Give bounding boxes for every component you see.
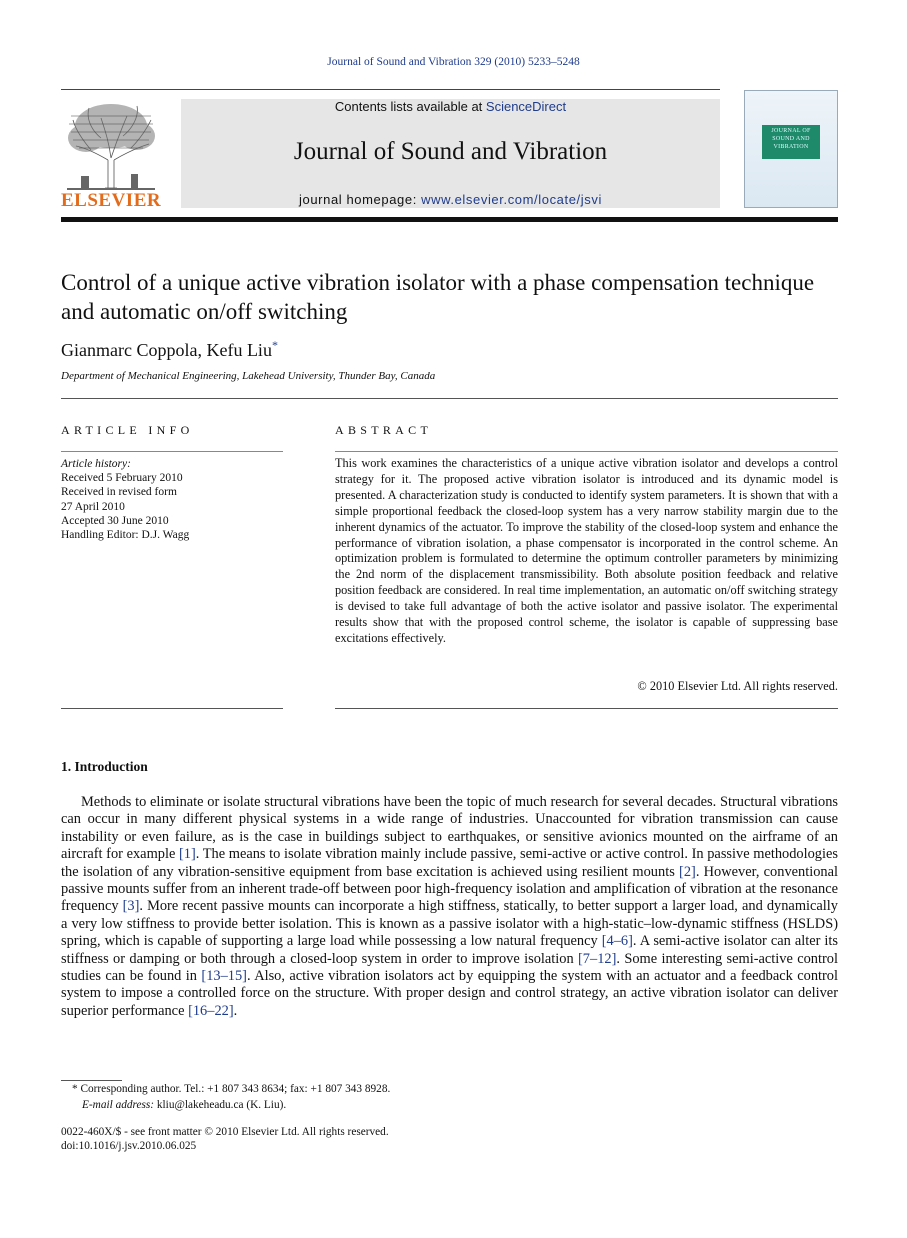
history-label: Article history: <box>61 458 131 470</box>
affiliation: Department of Mechanical Engineering, Lakehead University, Thunder Bay, Canada <box>61 370 436 382</box>
homepage-link[interactable]: www.elsevier.com/locate/jsvi <box>421 192 602 207</box>
paper-title: Control of a unique active vibration isolator with a phase compensation technique and automatic on/off switching <box>61 270 815 324</box>
doi-line[interactable]: doi:10.1016/j.jsv.2010.06.025 <box>61 1140 197 1152</box>
author-names: Gianmarc Coppola, Kefu Liu <box>61 340 272 360</box>
history-item: Received in revised form <box>61 486 177 499</box>
body-text: . The means to isolate vibration mainly include passive, semi-active or active control. In passive methodologies the isolation of any vibration-sensitive equipment from base excitation is achieved using resilient mounts <box>61 846 838 880</box>
body-text: . Some interesting semi-active control studies can be found in <box>61 950 838 985</box>
reference-link[interactable]: [2] <box>679 863 696 880</box>
body-text: . A semi-active isolator can alter its stiffness or damping or both through a closed-loop system in order to improve isolation <box>61 933 839 967</box>
header-top-rule <box>61 89 720 90</box>
body-text: . More recent passive mounts can incorporate a high stiffness, statically, to better support a larger load, and dynamically a very low stiffness to provide better isolation. This is known as a passive isolator with a high-static–low-dynamic stiffness (HSLDS) spring, which is capable of supporting a large load while possessing a low natural frequency <box>61 898 838 950</box>
reference-link[interactable]: [13–15] <box>201 968 247 985</box>
body-text: . <box>233 1002 238 1019</box>
abstract-body: This work examines the characteristics of a unique active vibration isolator and develops a control strategy for it. The proposed active vibration isolator is introduced and its dynamic model is presented. A characterization study is conducted to identify system parameters. It is shown that with a simple proportional feedback the closed-loop system has a very narrow stability margin due to the inherent dynamics of the actuator. To improve the stability of the closed-loop system and enhance the performance of vibration isolation, a phase compensator is incorporated in the control scheme. An optimization problem is formulated to determine the optimum controller parameters by minimizing the 2nd norm of the displacement transmissibility. Both absolute position feedback and relative position feedback are considered. In real time implementation, an automatic on/off switching strategy is devised to take full advantage of both the active isolator and passive isolator. The experimental results show that with the proposed control scheme, the isolator is capable of suppressing base excitations effectively. <box>335 456 838 645</box>
email-address[interactable]: kliu@lakeheadu.ca (K. Liu). <box>156 1099 287 1111</box>
section-heading-introduction: 1. Introduction <box>61 759 148 774</box>
title-divider <box>61 398 838 399</box>
history-item: 27 April 2010 <box>61 500 125 513</box>
history-item: Received 5 February 2010 <box>61 472 183 485</box>
authors <box>61 338 278 361</box>
introduction-paragraph <box>61 794 838 1020</box>
reference-link[interactable]: [1] <box>178 846 196 863</box>
reference-link[interactable]: [7–12] <box>578 950 617 967</box>
history-item: Accepted 30 June 2010 <box>61 514 169 527</box>
article-info-heading: ARTICLE INFO <box>61 423 194 437</box>
contents-line <box>181 99 720 114</box>
issn-line: 0022-460X/$ - see front matter © 2010 Elsevier Ltd. All rights reserved. <box>61 1126 389 1138</box>
abstract-bottom-rule <box>335 708 838 709</box>
cover-title-text: JOURNAL OF SOUND AND VIBRATION <box>771 128 811 150</box>
corresponding-author-mark[interactable]: * <box>271 338 278 352</box>
homepage-prefix: journal homepage: <box>299 192 422 207</box>
article-history <box>61 457 283 542</box>
reference-link[interactable]: [16–22] <box>188 1002 234 1019</box>
history-item: Handling Editor: D.J. Wagg <box>61 529 190 542</box>
reference-link[interactable]: [3] <box>122 898 140 915</box>
abstract-heading: ABSTRACT <box>335 423 433 437</box>
corresponding-author-footnote: * Corresponding author. Tel.: +1 807 343 8634; fax: +1 807 343 8928. <box>72 1083 391 1095</box>
email-label: E-mail address: <box>82 1099 157 1111</box>
abstract-rule <box>335 451 838 452</box>
header-thick-rule <box>61 217 838 222</box>
email-footnote <box>82 1099 286 1111</box>
article-info-rule <box>61 451 283 452</box>
sciencedirect-link[interactable]: ScienceDirect <box>485 99 567 114</box>
contents-prefix: Contents lists available at <box>334 99 486 114</box>
body-text: Methods to eliminate or isolate structural vibrations have been the topic of much research for several decades. Structural vibrations can occur in many different physical systems in a wide range of industries. Unaccounted for vibration transmission can cause instability or even failure, as is the case in buildings subject to earthquakes, or sensitive avionics mounted on the airframe of an aircraft for example <box>61 794 838 863</box>
homepage-line <box>181 192 720 207</box>
body-text: . Also, active vibration isolators act by equipping the system with an actuator and a feedback control system to impose a controlled force on the structure. With proper design and control strategy, an active vibration isolator can deliver superior performance <box>61 968 838 1019</box>
journal-citation[interactable]: Journal of Sound and Vibration 329 (2010) 5233–5248 <box>327 56 580 68</box>
body-text: . However, conventional passive mounts suffer from an inherent trade-off between poor high-frequency isolation and amplification of vibration at the resonance frequency <box>61 863 838 915</box>
footnote-rule <box>61 1080 122 1081</box>
elsevier-wordmark: ELSEVIER <box>61 190 162 211</box>
abstract-copyright: © 2010 Elsevier Ltd. All rights reserved. <box>637 679 838 693</box>
reference-link[interactable]: [4–6] <box>601 933 633 950</box>
article-info-bottom-rule <box>61 708 283 709</box>
journal-title: Journal of Sound and Vibration <box>293 138 608 165</box>
